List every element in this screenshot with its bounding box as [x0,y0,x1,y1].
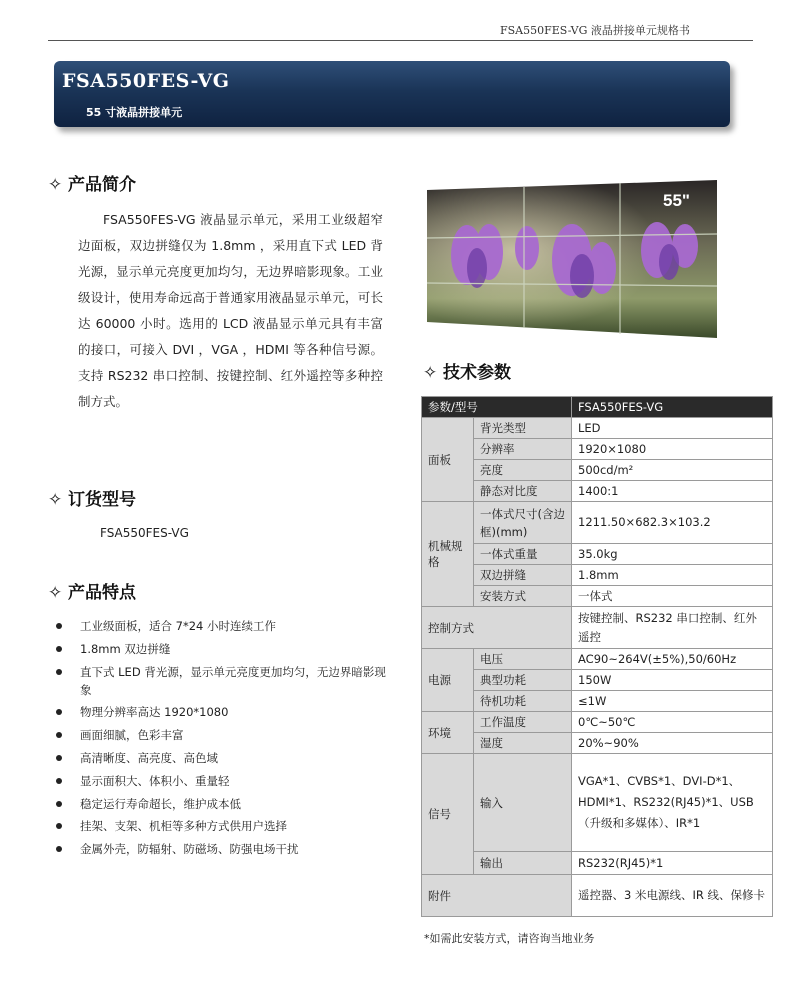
table-row [422,607,773,649]
four-point-star-icon: ✧ [48,175,63,195]
table-row [422,875,773,917]
param-name: 安装方式 [474,586,572,607]
table-row [422,852,773,875]
table-header-cell: 参数/型号 [422,397,572,418]
product-image-video-wall [427,180,717,338]
bullet-dot-icon [56,755,62,761]
list-item: 高清晰度、高亮度、高色域 [56,749,396,767]
param-value: VGA*1、CVBS*1、DVI-D*1、HDMI*1、RS232(RJ45)*1、USB（升级和多媒体）、IR*1 [572,754,773,852]
param-name: 湿度 [474,733,572,754]
list-item: 稳定运行寿命超长，维护成本低 [56,795,396,813]
table-row [422,481,773,502]
bullet-dot-icon [56,823,62,829]
section-intro-title: ✧ 产品简介 [48,175,136,195]
list-item: 1.8mm 双边拼缝 [56,640,396,658]
section-spec-title: ✧ 技术参数 [423,363,511,383]
param-name: 电压 [474,649,572,670]
category-mechanical: 机械规格 [422,502,474,607]
header-rule [48,40,753,41]
table-header-cell: FSA550FES-VG [572,397,773,418]
section-order-title: ✧ 订货型号 [48,490,136,510]
param-value: 1400:1 [572,481,773,502]
four-point-star-icon: ✧ [48,490,63,510]
table-row [422,544,773,565]
param-value: RS232(RJ45)*1 [572,852,773,875]
bullet-dot-icon [56,646,62,652]
size-badge: 55" [663,191,690,210]
four-point-star-icon: ✧ [48,583,63,603]
table-row [422,649,773,670]
table-row [422,670,773,691]
param-value: 一体式 [572,586,773,607]
table-row [422,439,773,460]
table-row [422,733,773,754]
category-environment: 环境 [422,712,474,754]
bullet-dot-icon [56,669,62,675]
param-value: 按键控制、RS232 串口控制、红外遥控 [572,607,773,649]
bullet-dot-icon [56,801,62,807]
param-value: 1.8mm [572,565,773,586]
param-value: 35.0kg [572,544,773,565]
category-signal: 信号 [422,754,474,875]
footnote: *如需此安装方式，请咨询当地业务 [424,932,595,945]
param-name: 待机功耗 [474,691,572,712]
table-row [422,586,773,607]
param-value: 1920×1080 [572,439,773,460]
param-value: ≤1W [572,691,773,712]
table-header-row [422,397,773,418]
section-features-title: ✧ 产品特点 [48,583,136,603]
list-item: 物理分辨率高达 1920*1080 [56,703,396,721]
param-name: 分辨率 [474,439,572,460]
param-name: 静态对比度 [474,481,572,502]
param-value: AC90~264V(±5%),50/60Hz [572,649,773,670]
table-row [422,418,773,439]
bullet-dot-icon [56,846,62,852]
intro-paragraph [78,207,383,415]
document-header-title: FSA550FES-VG 液晶拼接单元规格书 [500,24,690,37]
spec-table [421,396,773,917]
bullet-dot-icon [56,778,62,784]
category-power: 电源 [422,649,474,712]
param-name: 输入 [474,754,572,852]
category-accessory: 附件 [422,875,572,917]
intro-text: FSA550FES-VG 液晶显示单元，采用工业级超窄边面板，双边拼缝仅为 1.8mm ，采用直下式 LED 背光源，显示单元亮度更加均匀，无边界暗影现象。工业级设计，使用寿命远高于普通家用液晶显示单元，可长达 60000 小时。选用的 LCD 液晶显示单元具有丰富的接口，可接入 DVI ，VGA ，HDMI 等各种信号源。支持 RS232 串口控制、按键控制、红外遥控等多种控制方式。 [78,212,383,409]
features-list [56,617,396,863]
param-name: 典型功耗 [474,670,572,691]
param-name: 双边拼缝 [474,565,572,586]
param-value: 遥控器、3 米电源线、IR 线、保修卡 [572,875,773,917]
four-point-star-icon: ✧ [423,363,438,383]
banner-subtitle: 55 寸液晶拼接单元 [86,106,183,119]
param-value: 150W [572,670,773,691]
order-model-value: FSA550FES-VG [100,526,189,540]
list-item: 画面细腻，色彩丰富 [56,726,396,744]
banner-model-title: FSA550FES-VG [62,70,230,92]
param-value: 500cd/m² [572,460,773,481]
list-item: 直下式 LED 背光源，显示单元亮度更加均匀，无边界暗影现象 [56,663,396,699]
param-value: 1211.50×682.3×103.2 [572,502,773,544]
table-row [422,754,773,852]
param-value: LED [572,418,773,439]
list-item: 工业级面板，适合 7*24 小时连续工作 [56,617,396,635]
list-item: 显示面积大、体积小、重量轻 [56,772,396,790]
param-value: 0℃~50℃ [572,712,773,733]
list-item: 挂架、支架、机柜等多种方式供用户选择 [56,817,396,835]
table-row [422,502,773,544]
param-name: 亮度 [474,460,572,481]
bullet-dot-icon [56,623,62,629]
table-row [422,565,773,586]
param-name: 背光类型 [474,418,572,439]
param-name: 工作温度 [474,712,572,733]
table-row [422,712,773,733]
param-name: 一体式重量 [474,544,572,565]
table-row [422,691,773,712]
param-value: 20%~90% [572,733,773,754]
category-panel: 面板 [422,418,474,502]
table-row [422,460,773,481]
list-item: 金属外壳，防辐射、防磁场、防强电场干扰 [56,840,396,858]
bullet-dot-icon [56,732,62,738]
category-control: 控制方式 [422,607,572,649]
bullet-dot-icon [56,709,62,715]
param-name: 输出 [474,852,572,875]
param-name: 一体式尺寸(含边框)(mm) [474,502,572,544]
